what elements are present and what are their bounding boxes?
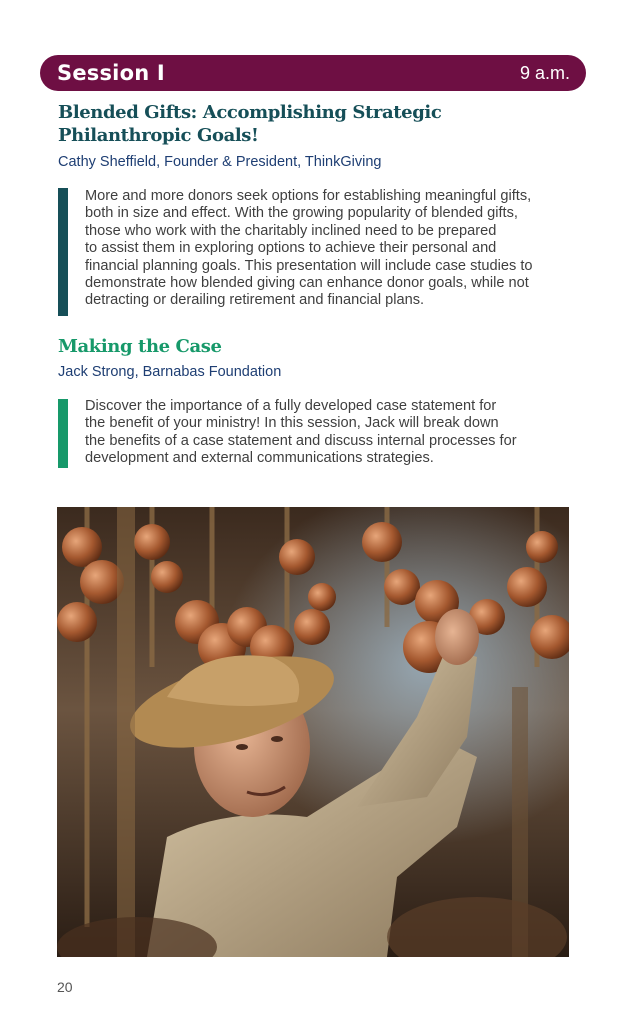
talk-title-line: Philanthropic Goals! [58,125,259,146]
talk-description-blended-gifts [85,188,575,310]
talk-description-making-the-case [85,398,575,468]
description-line: both in size and effect. With the growing popularity of blended gifts, [85,205,518,222]
description-line: financial planning goals. This presentation will include case studies to [85,257,533,274]
page-number: 20 [57,979,73,995]
speaker-cathy-sheffield: Cathy Sheffield, Founder & President, ThinkGiving [58,154,382,170]
description-line: the benefit of your ministry! In this session, Jack will break down [85,415,499,432]
session-time: 9 a.m. [519,62,570,83]
description-line: those who work with the charitably inclined need to be prepared [85,222,497,239]
description-line: demonstrate how blended giving can enhance donor goals, while not [85,275,529,292]
session-header-bar [40,55,586,91]
description-line: More and more donors seek options for establishing meaningful gifts, [85,188,532,204]
talk-title-line: Blended Gifts: Accomplishing Strategic [58,102,442,123]
description-line: to assist them in exploring options to achieve their personal and [85,240,497,257]
description-line: Discover the importance of a fully developed case statement for [85,398,497,414]
description-line: development and external communications strategies. [85,450,434,467]
onion-market-photo [57,507,569,957]
talk-title-blended-gifts [58,101,578,147]
description-line: the benefits of a case statement and discuss internal processes for [85,432,517,449]
speaker-jack-strong: Jack Strong, Barnabas Foundation [58,364,282,380]
description-line: detracting or derailing retirement and financial plans. [85,292,425,309]
description-accent-bar [58,188,68,316]
talk-title-making-the-case: Making the Case [58,336,222,357]
session-title: Session I [57,61,165,85]
description-accent-bar [58,399,68,468]
